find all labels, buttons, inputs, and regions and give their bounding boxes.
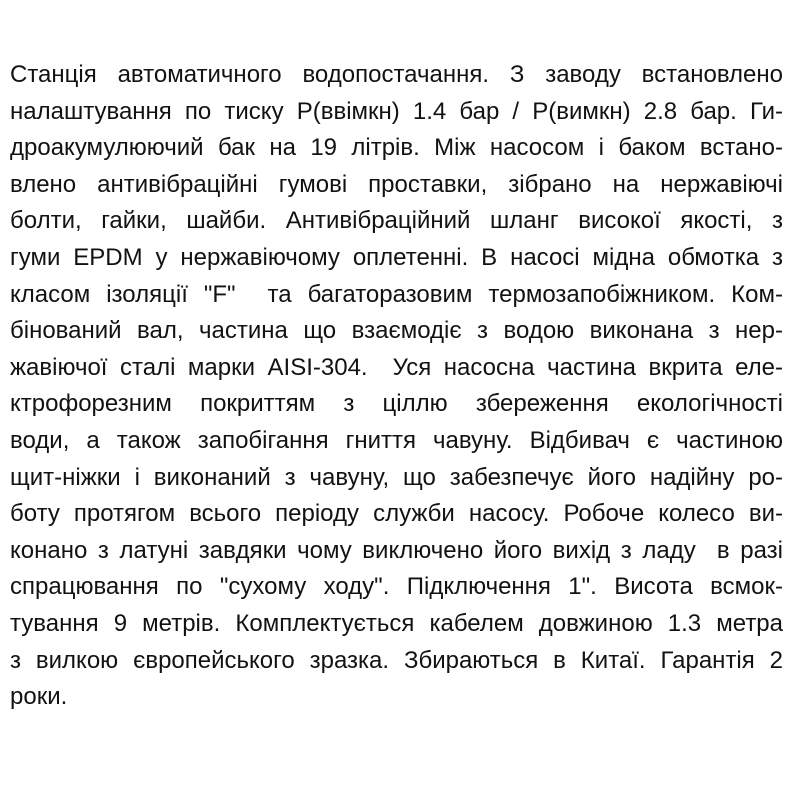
text-line: щит-ніжки і виконаний з чавуну, що забезпечує його надійну ро- [10, 463, 783, 491]
text-line: влено антивібраційні гумові проставки, зібрано на нержавіючі [10, 170, 783, 198]
text-line: гуми EPDM у нержавіючому оплетенні. В насосі мідна обмотка з [10, 243, 783, 271]
text-line: тування 9 метрів. Комплектується кабелем довжиною 1.3 метра [10, 609, 783, 637]
text-line: дроакумулюючий бак на 19 літрів. Між насосом і баком встано- [10, 134, 783, 162]
product-description-text [10, 57, 783, 716]
text-line: ктрофорезним покриттям з ціллю збереження екологічності [10, 390, 783, 418]
text-line: боту протягом всього періоду служби насосу. Робоче колесо ви- [10, 500, 783, 528]
text-line: класом ізоляції "F" та багаторазовим термозапобіжником. Ком- [10, 280, 783, 308]
text-line: конано з латуні завдяки чому виключено його вихід з ладу в разі [10, 536, 783, 564]
text-line: роки. [10, 683, 68, 711]
text-line: спрацювання по "сухому ходу". Підключення 1". Висота всмок- [10, 573, 783, 601]
text-line: налаштування по тиску P(ввімкн) 1.4 бар / P(вимкн) 2.8 бар. Ги- [10, 97, 783, 125]
text-line: з вилкою європейського зразка. Збираються в Китаї. Гарантія 2 [10, 646, 783, 674]
text-line: води, а також запобігання гниття чавуну. Відбивач є частиною [10, 426, 783, 454]
text-line: жавіючої сталі марки AISI-304. Уся насосна частина вкрита еле- [10, 353, 783, 381]
text-line: Станція автоматичного водопостачання. З заводу встановлено [10, 61, 783, 88]
text-line: болти, гайки, шайби. Антивібраційний шланг високої якості, з [10, 207, 783, 235]
text-line: бінований вал, частина що взаємодіє з водою виконана з нер- [10, 317, 783, 345]
